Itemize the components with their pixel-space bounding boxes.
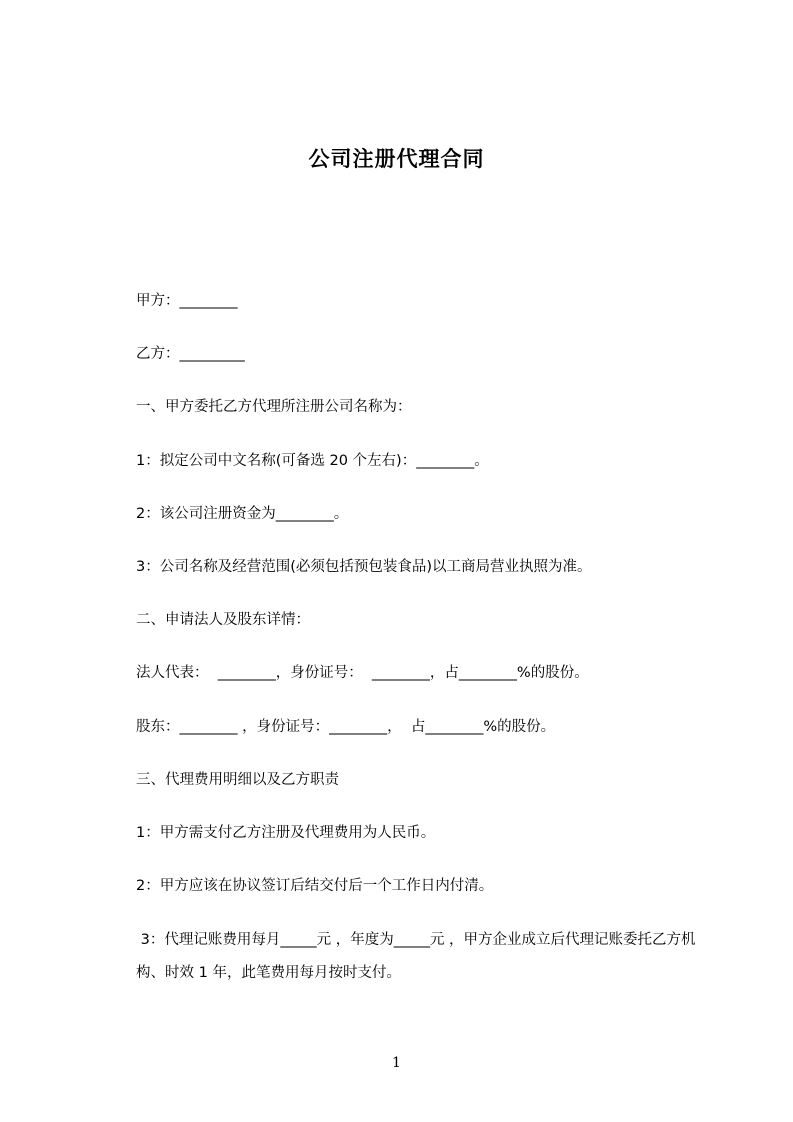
section-3-heading: 三、代理费用明细以及乙方职责 [136,772,339,788]
party-b-line: 乙方：_________ [136,346,245,362]
legal-representative-line: 法人代表： ________，身份证号： ________，占________%的股份。 [136,665,589,681]
section-2-heading: 二、申请法人及股东详情： [136,612,310,628]
section-3-item-1: 1：甲方需支付乙方注册及代理费用为人民币。 [136,825,436,841]
page-number: 1 [392,1055,401,1071]
section-1-item-1: 1：拟定公司中文名称(可备选 20 个左右)：________。 [136,453,489,469]
section-3-item-2: 2：甲方应该在协议签订后结交付后一个工作日内付清。 [136,878,494,894]
shareholder-line: 股东：________ ，身份证号：________， 占________%的股份。 [136,719,556,735]
section-1-item-3: 3：公司名称及经营范围(必须包括预包装食品)以工商局营业执照为准。 [136,559,592,575]
section-3-item-3: 3：代理记账费用每月_____元 ，年度为_____元 ，甲方企业成立后代理记账委托乙方机构、时效 1 年，此笔费用每月按时支付。 [136,932,696,981]
section-1-item-2: 2：该公司注册资金为________。 [136,506,349,522]
party-a-line: 甲方：________ [136,293,238,309]
section-1-heading: 一、甲方委托乙方代理所注册公司名称为： [136,399,412,415]
document-title: 公司注册代理合同 [308,147,485,171]
